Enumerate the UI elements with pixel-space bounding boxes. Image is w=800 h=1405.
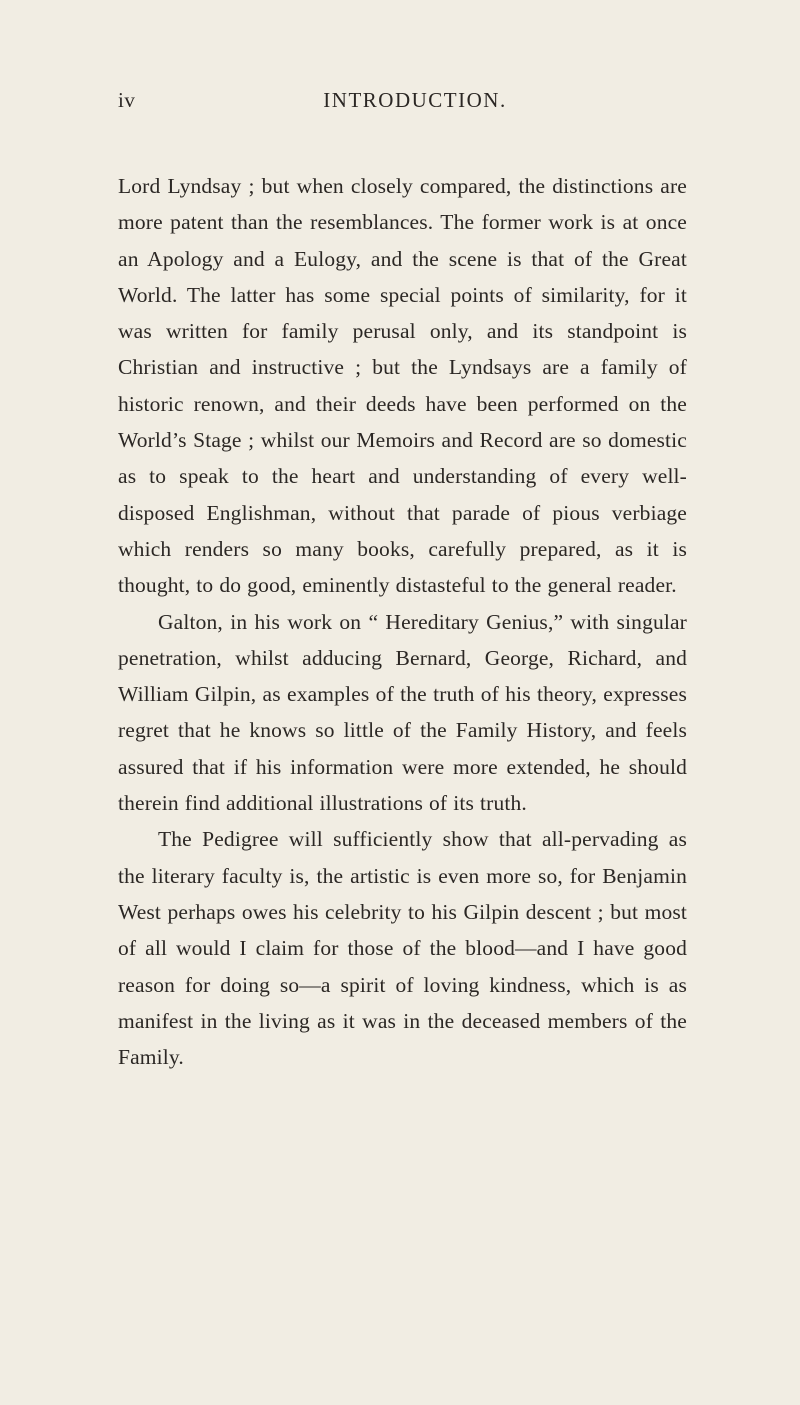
body-text xyxy=(118,168,687,1075)
running-head xyxy=(118,88,686,118)
running-title: INTRODUCTION. xyxy=(323,88,507,112)
paragraph-pedigree: The Pedigree will sufficiently show that all-pervading as the literary faculty is, the artistic is even more so, for Benjamin West perhaps owes his celebrity to his Gilpin descent ; but most of all would I claim for those of the blood—and I have good reason for doing so—a spirit of loving kindness, which is as manifest in the living as it was in the deceased members of the Family. xyxy=(118,827,687,1070)
page-number: iv xyxy=(118,88,136,112)
paragraph-galton: Galton, in his work on “ Hereditary Genius,” with singular penetration, whilst adducing Bernard, George, Richard, and William Gilpin, as examples of the truth of his theory, expresses regret that he knows so little of the Family History, and feels assured that if his information were more extended, he should therein find additional illustrations of its truth. xyxy=(118,609,687,816)
paragraph-continued: Lord Lyndsay ; but when closely compared, the distinctions are more patent than the resemblances. The former work is at once an Apology and a Eulogy, and the scene is that of the Great World. The latter has some special points of similarity, for it was written for family perusal only, and its standpoint is Christian and instructive ; but the Lyndsays are a family of historic renown, and their deeds have been performed on the World’s Stage ; whilst our Memoirs and Record are so domestic as to speak to the heart and understanding of every well-disposed Englishman, without that parade of pious verbiage which renders so many books, carefully prepared, as it is thought, to do good, eminently distasteful to the general reader. xyxy=(118,174,687,598)
